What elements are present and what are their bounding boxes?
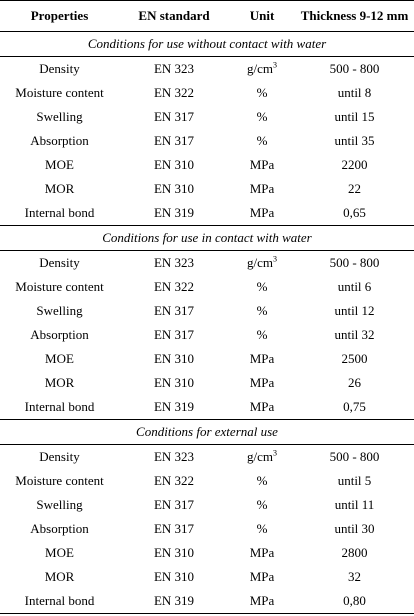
cell-standard	[119, 517, 229, 541]
cell-value	[295, 57, 414, 82]
cell-standard	[119, 493, 229, 517]
cell-standard	[119, 177, 229, 201]
section-header-row	[0, 420, 414, 445]
cell-standard	[119, 129, 229, 153]
cell-standard-text: EN 319	[153, 399, 195, 414]
cell-value-text: until 12	[334, 303, 375, 318]
cell-standard-text: EN 310	[153, 569, 195, 584]
cell-unit-text: %	[256, 497, 268, 512]
cell-unit	[229, 299, 295, 323]
table-row	[0, 395, 414, 420]
cell-standard-text: EN 322	[153, 279, 195, 294]
cell-standard	[119, 565, 229, 589]
cell-unit-text: MPa	[249, 157, 275, 172]
cell-unit-text: g/cm	[247, 61, 273, 76]
cell-unit	[229, 251, 295, 276]
cell-value-text: 0,80	[343, 593, 366, 608]
table-row	[0, 323, 414, 347]
cell-value	[295, 565, 414, 589]
cell-property-text: MOE	[45, 157, 74, 172]
cell-unit	[229, 517, 295, 541]
cell-value	[295, 371, 414, 395]
cell-value	[295, 129, 414, 153]
cell-standard-text: EN 322	[153, 473, 195, 488]
cell-value	[295, 445, 414, 470]
cell-unit	[229, 395, 295, 420]
cell-property-text: MOR	[44, 181, 75, 196]
cell-unit-text: g/cm	[247, 255, 273, 270]
cell-standard	[119, 395, 229, 420]
cell-unit	[229, 347, 295, 371]
cell-value-text: 500 - 800	[329, 255, 380, 270]
cell-value	[295, 299, 414, 323]
section-title: Conditions for external use	[0, 420, 414, 445]
cell-property	[0, 469, 119, 493]
cell-property-text: Moisture content	[15, 279, 104, 294]
cell-value-text: 0,65	[343, 205, 366, 220]
cell-unit-text: MPa	[249, 593, 275, 608]
cell-value-text: until 11	[334, 497, 375, 512]
cell-standard-text: EN 323	[153, 255, 195, 270]
cell-value	[295, 323, 414, 347]
cell-standard-text: EN 317	[153, 109, 195, 124]
cell-unit	[229, 177, 295, 201]
cell-value	[295, 153, 414, 177]
cell-value	[295, 105, 414, 129]
table-row	[0, 469, 414, 493]
cell-unit	[229, 371, 295, 395]
table-row	[0, 565, 414, 589]
cell-standard-text: EN 317	[153, 133, 195, 148]
cell-property	[0, 201, 119, 226]
cell-unit-text: %	[256, 521, 268, 536]
cell-unit	[229, 201, 295, 226]
table-row	[0, 445, 414, 470]
table-row	[0, 541, 414, 565]
cell-standard-text: EN 310	[153, 181, 195, 196]
cell-value-text: 2800	[341, 545, 368, 560]
cell-property	[0, 589, 119, 614]
cell-unit-text: %	[256, 279, 268, 294]
cell-standard	[119, 589, 229, 614]
cell-standard-text: EN 317	[153, 303, 195, 318]
cell-standard-text: EN 310	[153, 545, 195, 560]
cell-property	[0, 105, 119, 129]
cell-unit-text: %	[256, 303, 268, 318]
cell-unit	[229, 445, 295, 470]
cell-value-text: until 5	[337, 473, 372, 488]
cell-value-text: until 30	[334, 521, 375, 536]
cell-value	[295, 395, 414, 420]
cell-unit-text: MPa	[249, 569, 275, 584]
cell-unit-text: MPa	[249, 545, 275, 560]
table-row	[0, 517, 414, 541]
cell-value	[295, 517, 414, 541]
cell-standard	[119, 541, 229, 565]
cell-property	[0, 299, 119, 323]
cell-value-text: 2500	[341, 351, 368, 366]
cell-unit	[229, 589, 295, 614]
cell-value-text: until 35	[334, 133, 375, 148]
table-body	[0, 32, 414, 614]
cell-value	[295, 251, 414, 276]
table-row	[0, 177, 414, 201]
cell-standard	[119, 445, 229, 470]
cell-standard	[119, 347, 229, 371]
table-row	[0, 347, 414, 371]
cell-property	[0, 57, 119, 82]
cell-property-text: Internal bond	[24, 593, 95, 608]
header-thickness: Thickness 9-12 mm	[295, 1, 414, 32]
cell-unit	[229, 565, 295, 589]
cell-unit-text: %	[256, 473, 268, 488]
cell-standard-text: EN 319	[153, 593, 195, 608]
cell-value	[295, 81, 414, 105]
cell-property-text: Swelling	[36, 109, 83, 124]
cell-property-text: Moisture content	[15, 85, 104, 100]
cell-property-text: Moisture content	[15, 473, 104, 488]
cell-unit-text: MPa	[249, 181, 275, 196]
cell-standard-text: EN 310	[153, 157, 195, 172]
cell-property	[0, 395, 119, 420]
cell-standard-text: EN 323	[153, 61, 195, 76]
cell-standard	[119, 153, 229, 177]
cell-property-text: Density	[39, 449, 80, 464]
cell-value	[295, 589, 414, 614]
cell-property	[0, 177, 119, 201]
cell-unit-text: %	[256, 109, 268, 124]
cell-standard-text: EN 319	[153, 205, 195, 220]
table-row	[0, 493, 414, 517]
table-row	[0, 589, 414, 614]
section-title: Conditions for use without contact with water	[0, 32, 414, 57]
cell-unit-text: g/cm	[247, 449, 273, 464]
header-properties: Properties	[0, 1, 119, 32]
cell-standard-text: EN 310	[153, 375, 195, 390]
cell-property-text: Density	[39, 61, 80, 76]
cell-property-text: Swelling	[36, 497, 83, 512]
cell-standard	[119, 105, 229, 129]
cell-unit	[229, 323, 295, 347]
cell-unit	[229, 57, 295, 82]
cell-unit	[229, 541, 295, 565]
cell-standard	[119, 469, 229, 493]
cell-unit-text: %	[256, 327, 268, 342]
cell-standard-text: EN 310	[153, 351, 195, 366]
cell-property-text: MOE	[45, 351, 74, 366]
cell-standard	[119, 57, 229, 82]
cell-value-text: 32	[348, 569, 361, 584]
cell-unit	[229, 153, 295, 177]
cell-property	[0, 347, 119, 371]
cell-standard	[119, 81, 229, 105]
cell-value-text: until 6	[337, 279, 372, 294]
cell-property	[0, 493, 119, 517]
header-unit: Unit	[229, 1, 295, 32]
header-row	[0, 1, 414, 32]
cell-standard-text: EN 317	[153, 327, 195, 342]
cell-value	[295, 177, 414, 201]
cell-property-text: Absorption	[30, 327, 89, 342]
table-row	[0, 201, 414, 226]
cell-value	[295, 275, 414, 299]
table-row	[0, 251, 414, 276]
cell-standard	[119, 201, 229, 226]
cell-property	[0, 445, 119, 470]
cell-value-text: 500 - 800	[329, 61, 380, 76]
table-row	[0, 371, 414, 395]
cell-standard	[119, 275, 229, 299]
table-row	[0, 299, 414, 323]
cell-property	[0, 275, 119, 299]
table-row	[0, 81, 414, 105]
cell-value-text: until 15	[334, 109, 375, 124]
cell-unit	[229, 105, 295, 129]
cell-property	[0, 565, 119, 589]
cell-value-text: until 32	[334, 327, 375, 342]
cell-standard-text: EN 317	[153, 521, 195, 536]
cell-property	[0, 371, 119, 395]
cell-unit-text: %	[256, 133, 268, 148]
unit-superscript: 3	[273, 254, 277, 264]
table-row	[0, 129, 414, 153]
cell-unit	[229, 129, 295, 153]
cell-value-text: 0,75	[343, 399, 366, 414]
cell-value-text: 22	[348, 181, 361, 196]
table-row	[0, 275, 414, 299]
cell-property-text: Absorption	[30, 133, 89, 148]
cell-value	[295, 541, 414, 565]
cell-unit-text: %	[256, 85, 268, 100]
section-title: Conditions for use in contact with water	[0, 226, 414, 251]
cell-unit-text: MPa	[249, 399, 275, 414]
cell-value	[295, 493, 414, 517]
header-standard: EN standard	[119, 1, 229, 32]
cell-property-text: Absorption	[30, 521, 89, 536]
cell-value-text: 2200	[341, 157, 368, 172]
cell-property	[0, 129, 119, 153]
cell-value	[295, 469, 414, 493]
cell-unit-text: MPa	[249, 375, 275, 390]
cell-property	[0, 153, 119, 177]
cell-standard	[119, 251, 229, 276]
table-row	[0, 153, 414, 177]
cell-unit	[229, 469, 295, 493]
cell-standard-text: EN 323	[153, 449, 195, 464]
unit-superscript: 3	[273, 60, 277, 70]
cell-value-text: until 8	[337, 85, 372, 100]
cell-property	[0, 81, 119, 105]
cell-property-text: MOR	[44, 375, 75, 390]
cell-unit	[229, 81, 295, 105]
cell-unit-text: MPa	[249, 205, 275, 220]
cell-property-text: MOE	[45, 545, 74, 560]
section-header-row	[0, 226, 414, 251]
cell-property	[0, 517, 119, 541]
cell-property-text: Internal bond	[24, 205, 95, 220]
table-row	[0, 57, 414, 82]
cell-value-text: 26	[348, 375, 361, 390]
cell-property	[0, 323, 119, 347]
cell-unit-text: MPa	[249, 351, 275, 366]
cell-standard	[119, 371, 229, 395]
cell-property-text: Density	[39, 255, 80, 270]
cell-property	[0, 541, 119, 565]
table-row	[0, 105, 414, 129]
cell-property-text: Swelling	[36, 303, 83, 318]
cell-standard-text: EN 322	[153, 85, 195, 100]
cell-unit	[229, 275, 295, 299]
unit-superscript: 3	[273, 448, 277, 458]
cell-property-text: Internal bond	[24, 399, 95, 414]
cell-property	[0, 251, 119, 276]
cell-value	[295, 201, 414, 226]
cell-value-text: 500 - 800	[329, 449, 380, 464]
section-header-row	[0, 32, 414, 57]
cell-standard-text: EN 317	[153, 497, 195, 512]
cell-standard	[119, 323, 229, 347]
cell-standard	[119, 299, 229, 323]
cell-unit	[229, 493, 295, 517]
cell-property-text: MOR	[44, 569, 75, 584]
cell-value	[295, 347, 414, 371]
